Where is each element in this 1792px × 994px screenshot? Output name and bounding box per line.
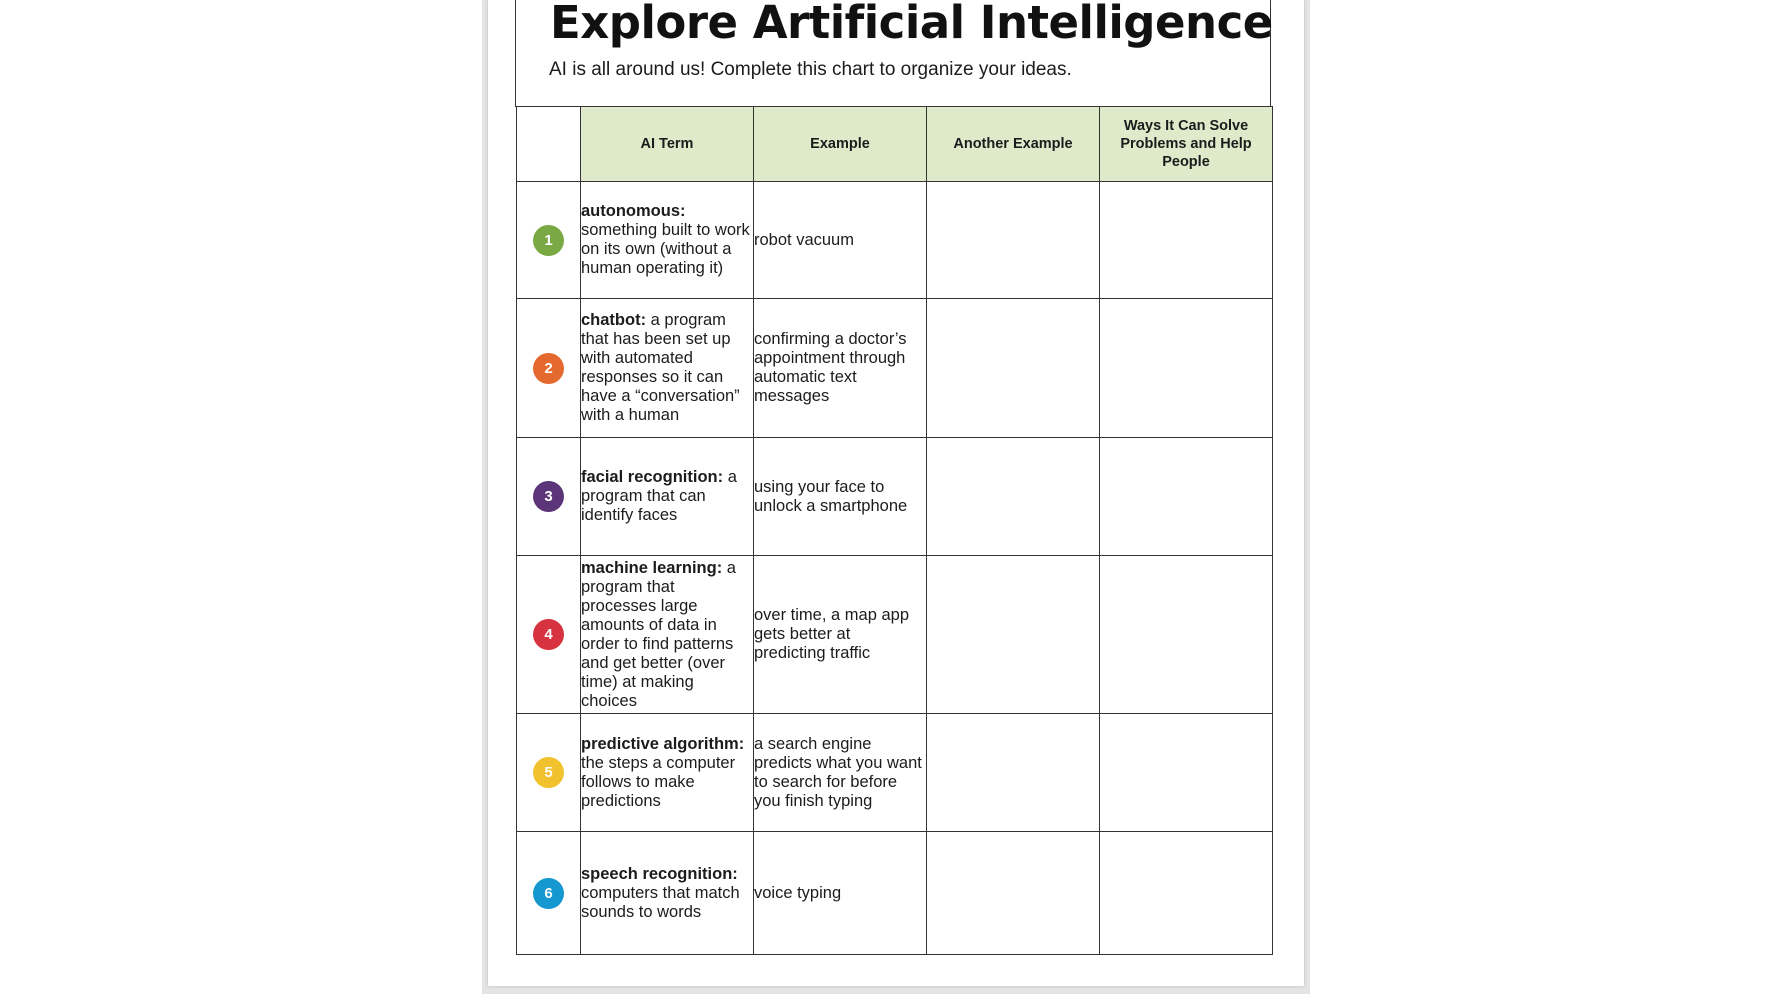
another-example-header: Another Example (927, 107, 1100, 182)
example-cell: voice typing (754, 832, 927, 955)
another-example-cell[interactable] (927, 299, 1100, 438)
example-cell: using your face to unlock a smartphone (754, 438, 927, 556)
table-row (517, 299, 1273, 438)
term-word: autonomous: (581, 202, 686, 220)
term-word: chatbot: (581, 311, 647, 329)
example-cell: a search engine predicts what you want to search for before you finish typing (754, 714, 927, 832)
ways-cell[interactable] (1100, 556, 1273, 714)
ai-term-cell (581, 714, 754, 832)
ai-term-cell (581, 438, 754, 556)
ways-header: Ways It Can Solve Problems and Help People (1100, 107, 1273, 182)
term-definition: the steps a computer follows to make predictions (581, 753, 736, 810)
example-header: Example (754, 107, 927, 182)
ai-term-cell (581, 299, 754, 438)
another-example-cell[interactable] (927, 182, 1100, 299)
number-column-header (517, 107, 581, 182)
ai-term-cell (581, 556, 754, 714)
another-example-cell[interactable] (927, 556, 1100, 714)
term-definition: a program that can identify faces (581, 468, 737, 524)
term-definition: a program that processes large amounts of data in order to find patterns and get better (over time) at making choices (581, 558, 736, 710)
ai-term-cell (581, 832, 754, 955)
header-row (517, 107, 1273, 182)
page-subtitle: AI is all around us! Complete this chart to organize your ideas. (549, 59, 1072, 80)
row-number-badge: 2 (533, 353, 564, 384)
another-example-cell[interactable] (927, 714, 1100, 832)
ways-cell[interactable] (1100, 299, 1273, 438)
ways-cell[interactable] (1100, 714, 1273, 832)
table-row (517, 556, 1273, 714)
example-cell: over time, a map app gets better at predicting traffic (754, 556, 927, 714)
term-word: machine learning: (581, 558, 723, 577)
page-title: Explore Artificial Intelligence (550, 0, 1273, 49)
table-row (517, 438, 1273, 556)
example-cell: robot vacuum (754, 182, 927, 299)
ai-term-header: AI Term (581, 107, 754, 182)
row-number-badge: 1 (533, 225, 564, 256)
ways-cell[interactable] (1100, 832, 1273, 955)
another-example-cell[interactable] (927, 438, 1100, 556)
another-example-cell[interactable] (927, 832, 1100, 955)
term-definition: a program that has been set up with automated responses so it can have a “conversation” with a human (581, 311, 740, 424)
term-word: speech recognition: (581, 864, 738, 883)
row-number-badge: 5 (533, 757, 564, 788)
term-word: facial recognition: (581, 468, 724, 486)
ai-term-cell (581, 182, 754, 299)
table-row (517, 714, 1273, 832)
row-number-badge: 3 (533, 481, 564, 512)
ways-cell[interactable] (1100, 438, 1273, 556)
ai-chart-table (516, 106, 1273, 955)
table-row (517, 832, 1273, 955)
term-word: predictive algorithm: (581, 734, 745, 753)
row-number-badge: 6 (533, 878, 564, 909)
row-number-badge: 4 (533, 619, 564, 650)
table-row (517, 182, 1273, 299)
term-definition: something built to work on its own (without a human operating it) (581, 221, 750, 277)
example-cell: confirming a doctor’s appointment through automatic text messages (754, 299, 927, 438)
term-definition: computers that match sounds to words (581, 883, 740, 921)
ways-cell[interactable] (1100, 182, 1273, 299)
